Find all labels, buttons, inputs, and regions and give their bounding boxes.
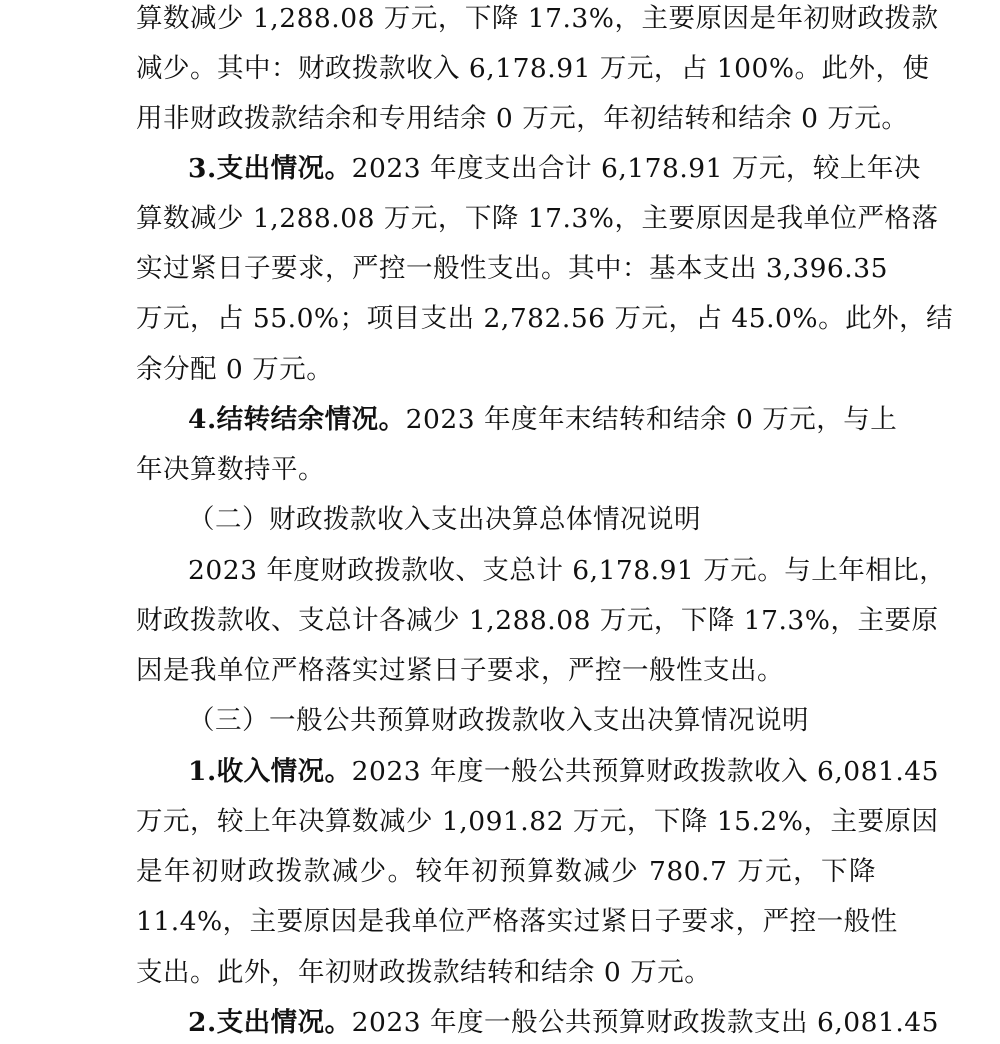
line-text: 2023 年度财政拨款收、支总计 6,178.91 万元。与上年相比， (188, 555, 947, 586)
line-text: 算数减少 1,288.08 万元，下降 17.3%，主要原因是我单位严格落 (136, 203, 939, 234)
paragraph-line (188, 1006, 939, 1040)
paragraph-line (136, 302, 954, 336)
section-heading (188, 704, 876, 738)
paragraph-line (136, 102, 909, 136)
paragraph-line (136, 604, 939, 638)
paragraph-line (136, 805, 939, 839)
paragraph-line (136, 453, 876, 487)
line-text: 算数减少 1,288.08 万元，下降 17.3%，主要原因是年初财政拨款 (136, 3, 939, 34)
paragraph-line (136, 202, 939, 236)
paragraph-line (136, 654, 876, 688)
line-text: 支出。此外，年初财政拨款结转和结余 0 万元。 (136, 957, 712, 988)
line-text: 2023 年度支出合计 6,178.91 万元，较上年决 (351, 153, 921, 184)
line-text: 2023 年度年末结转和结余 0 万元，与上 (405, 404, 898, 435)
line-text: 余分配 0 万元。 (136, 354, 334, 385)
line-text: 2023 年度一般公共预算财政拨款支出 6,081.45 (351, 1007, 939, 1038)
line-text: 因是我单位严格落实过紧日子要求，严控一般性支出。 (136, 655, 784, 686)
section-lead: 2.支出情况。 (188, 1007, 352, 1038)
heading-text: （二）财政拨款收入支出决算总体情况说明 (188, 504, 701, 535)
line-text: 年决算数持平。 (136, 454, 325, 485)
line-text: 11.4%，主要原因是我单位严格落实过紧日子要求，严控一般性 (136, 906, 898, 937)
paragraph-line (188, 152, 921, 186)
line-text: 财政拨款收、支总计各减少 1,288.08 万元，下降 17.3%，主要原 (136, 605, 939, 636)
section-lead: 1.收入情况。 (188, 756, 352, 787)
paragraph-line (136, 353, 876, 387)
paragraph-line (136, 2, 939, 36)
line-text: 2023 年度一般公共预算财政拨款收入 6,081.45 (351, 756, 939, 787)
paragraph-line (136, 905, 898, 939)
paragraph-line (136, 52, 930, 86)
paragraph-line (136, 855, 876, 889)
paragraph-line (188, 403, 898, 437)
line-text: 用非财政拨款结余和专用结余 0 万元，年初结转和结余 0 万元。 (136, 103, 909, 134)
heading-text: （三）一般公共预算财政拨款收入支出决算情况说明 (188, 705, 809, 736)
line-text: 是年初财政拨款减少。较年初预算数减少 780.7 万元，下降 (136, 856, 876, 887)
paragraph-line (136, 956, 876, 990)
paragraph-line (136, 252, 888, 286)
paragraph-line (188, 554, 947, 588)
section-lead: 3.支出情况。 (188, 153, 352, 184)
line-text: 实过紧日子要求，严控一般性支出。其中：基本支出 3,396.35 (136, 253, 888, 284)
paragraph-line (188, 755, 939, 789)
section-lead: 4.结转结余情况。 (188, 404, 406, 435)
section-heading (188, 503, 876, 537)
line-text: 万元，占 55.0%；项目支出 2,782.56 万元，占 45.0%。此外，结 (136, 303, 954, 334)
line-text: 万元，较上年决算数减少 1,091.82 万元，下降 15.2%，主要原因 (136, 806, 939, 837)
line-text: 减少。其中：财政拨款收入 6,178.91 万元，占 100%。此外，使 (136, 53, 930, 84)
